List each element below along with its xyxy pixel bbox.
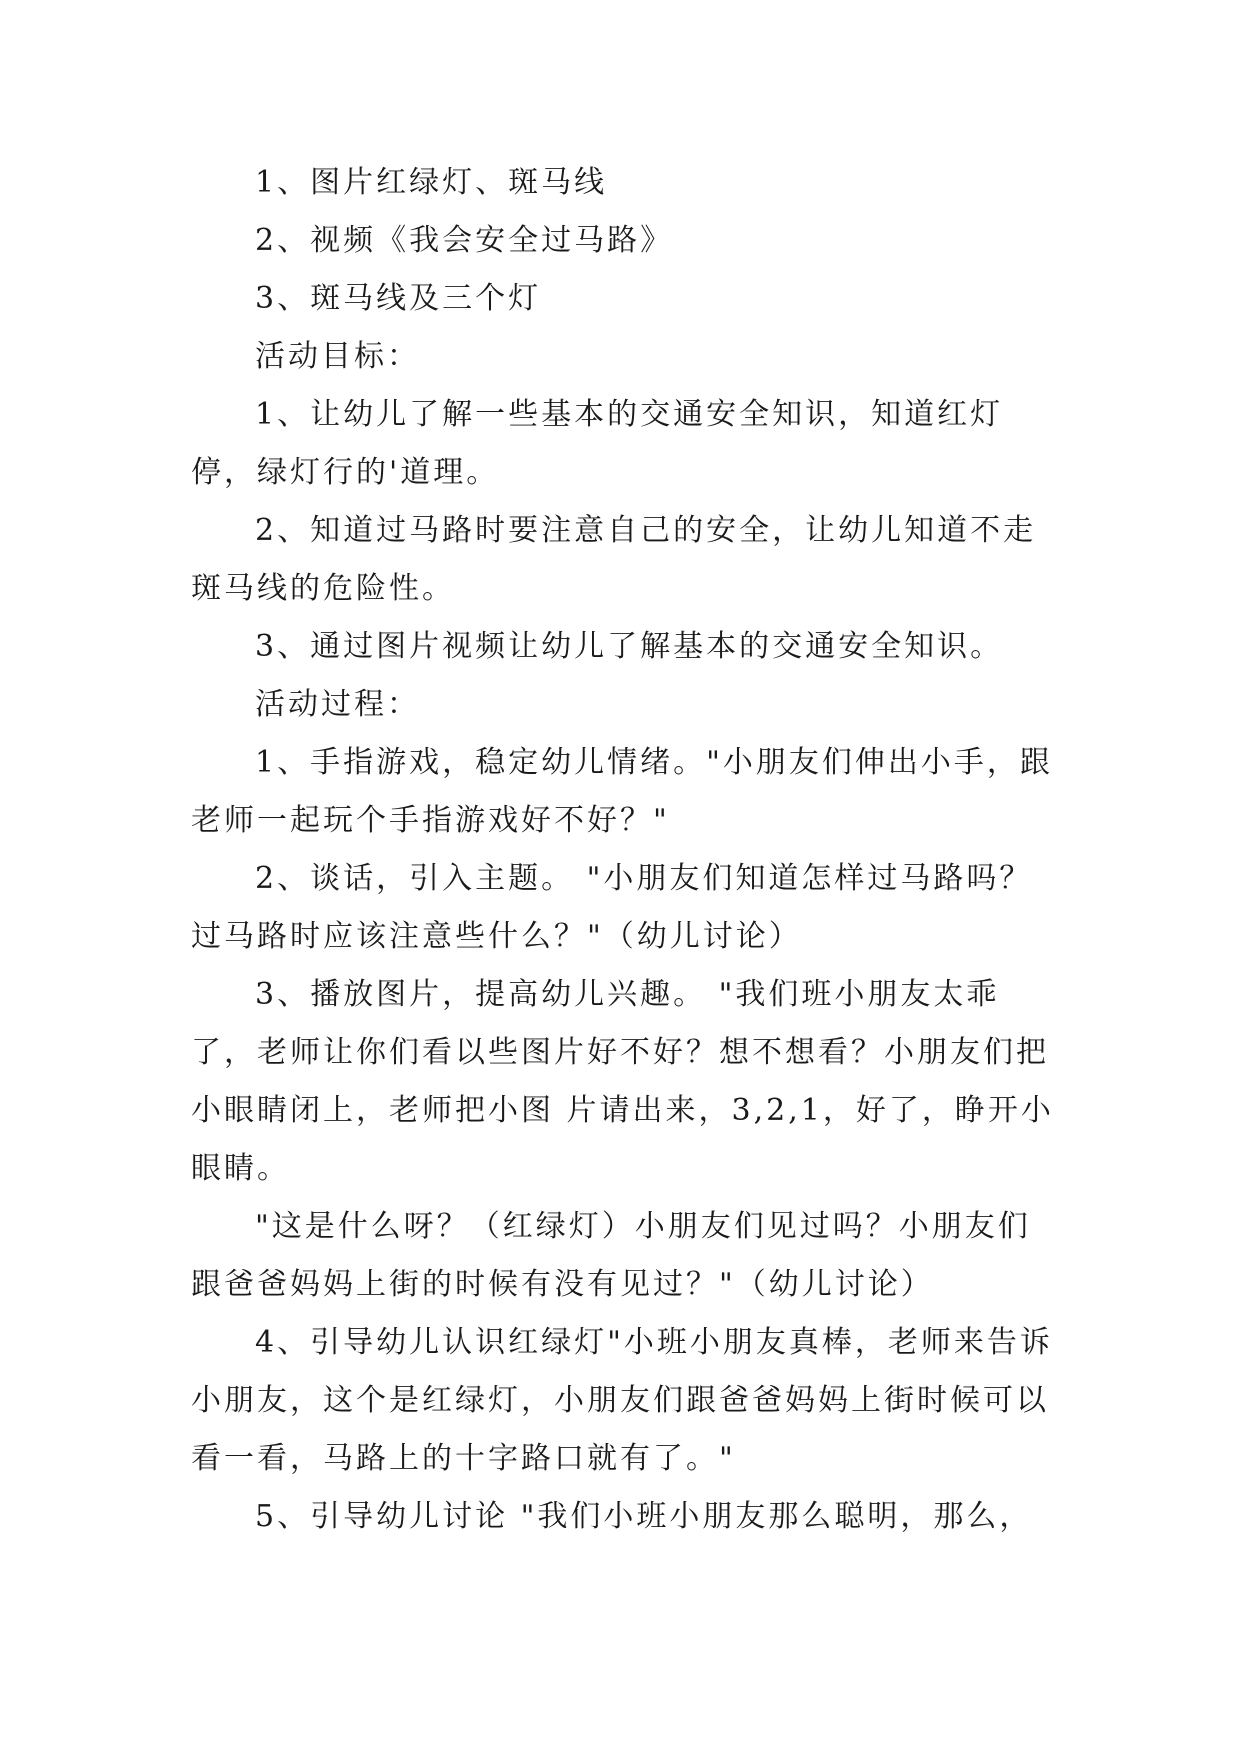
paragraph-process-2: 2、谈话，引入主题。 "小朋友们知道怎样过马路吗？过马路时应该注意些什么？"（幼儿讨论） [191,861,1033,954]
paragraph-process-1: 1、手指游戏，稳定幼儿情绪。"小朋友们伸出小手，跟老师一起玩个手指游戏好不好？" [191,745,1053,838]
heading-activity-process: 活动过程： [255,687,420,722]
paragraph-process-3: 3、播放图片，提高幼儿兴趣。 "我们班小朋友太乖了，老师让你们看以些图片好不好？想不想看？小朋友们把小眼睛闭上，老师把小图 片请出来，3,2,1，好了，睁开小眼睛。 [191,977,1054,1186]
paragraph-material-3: 3、斑马线及三个灯 [255,281,542,316]
paragraph-goal-3: 3、通过图片视频让幼儿了解基本的交通安全知识。 [255,629,1004,664]
paragraph-goal-1: 1、让幼儿了解一些基本的交通安全知识，知道红灯停，绿灯行的'道理。 [191,397,1004,490]
paragraph-process-3-dialogue: "这是什么呀？（红绿灯）小朋友们见过吗？小朋友们跟爸爸妈妈上街的时候有没有见过？"（幼儿讨论） [191,1209,1031,1302]
heading-activity-goals: 活动目标： [255,339,420,374]
paragraph-process-5: 5、引导幼儿讨论 "我们小班小朋友那么聪明，那么， [255,1499,1033,1534]
document-body [191,154,1061,1546]
paragraph-material-2: 2、视频《我会安全过马路》 [255,223,674,258]
paragraph-goal-2: 2、知道过马路时要注意自己的安全，让幼儿知道不走斑马线的危险性。 [191,513,1037,606]
paragraph-material-1: 1、图片红绿灯、斑马线 [255,165,608,200]
paragraph-process-4: 4、引导幼儿认识红绿灯"小班小朋友真棒，老师来告诉小朋友，这个是红绿灯，小朋友们跟爸爸妈妈上街时候可以看一看，马路上的十字路口就有了。" [191,1325,1053,1476]
